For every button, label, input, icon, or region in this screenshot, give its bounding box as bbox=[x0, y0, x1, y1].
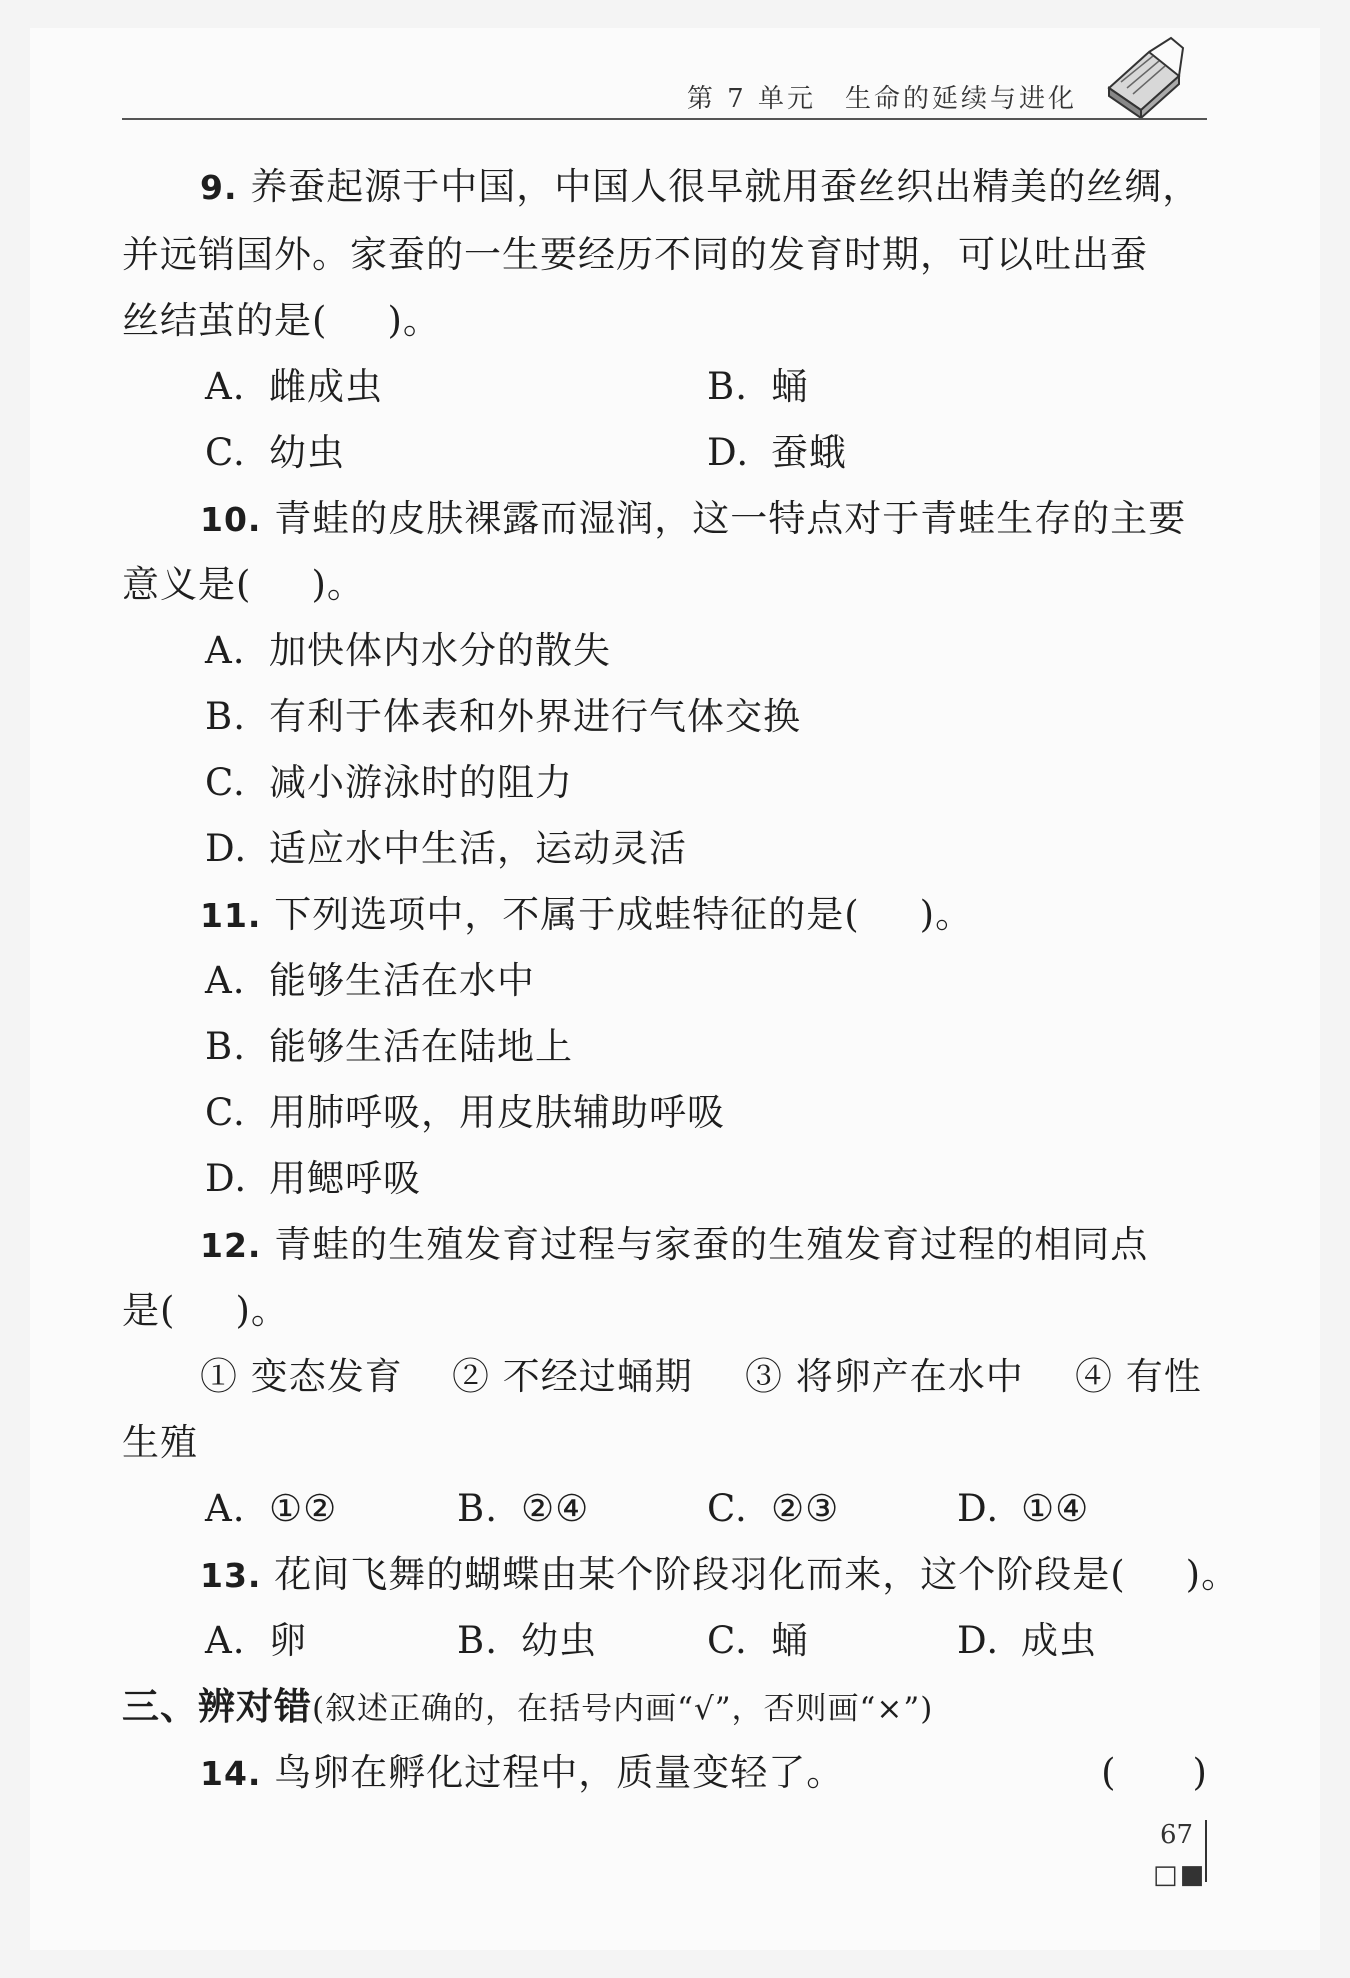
page-marks: □■ bbox=[1153, 1860, 1207, 1890]
option-text: 用鳃呼吸 bbox=[269, 1157, 421, 1200]
option-c bbox=[707, 1619, 809, 1662]
option-b bbox=[205, 695, 801, 738]
option-a bbox=[205, 1487, 338, 1530]
option-letter: B. bbox=[457, 1619, 498, 1662]
question-12-line-2 bbox=[122, 1289, 289, 1332]
option-letter: D. bbox=[957, 1619, 1000, 1662]
book-icon bbox=[1101, 36, 1187, 118]
option-letter: A. bbox=[205, 1619, 246, 1662]
option-d bbox=[957, 1619, 1097, 1662]
question-text: 下列选项中，不属于成蛙特征的是( bbox=[274, 893, 860, 936]
option-text: 能够生活在水中 bbox=[269, 959, 535, 1002]
section-title: 三、辨对错 bbox=[122, 1685, 312, 1728]
option-letter: C. bbox=[707, 1487, 748, 1530]
option-b bbox=[707, 365, 809, 408]
option-letter: B. bbox=[457, 1487, 498, 1530]
option-text: 卵 bbox=[269, 1619, 307, 1662]
question-text: )。 bbox=[387, 299, 441, 342]
option-text: 蛹 bbox=[771, 1619, 809, 1662]
question-text: )。 bbox=[919, 893, 974, 936]
statement-item-4: ④ 有性 bbox=[1075, 1355, 1202, 1398]
option-text: 有利于体表和外界进行气体交换 bbox=[269, 695, 801, 738]
question-text: 青蛙的皮肤裸露而湿润，这一特点对于青蛙生存的主要 bbox=[274, 497, 1187, 540]
question-text: 丝结茧的是( bbox=[122, 299, 328, 342]
option-text: 雌成虫 bbox=[269, 365, 383, 408]
question-number: 9. bbox=[200, 168, 238, 207]
option-text: 减小游泳时的阻力 bbox=[269, 761, 573, 804]
option-d bbox=[205, 1157, 421, 1200]
question-10-line-1 bbox=[200, 497, 1187, 540]
option-a bbox=[205, 365, 383, 408]
option-c bbox=[205, 1091, 725, 1134]
option-letter: C. bbox=[205, 761, 246, 804]
option-a bbox=[205, 629, 611, 672]
option-letter: A. bbox=[205, 1487, 246, 1530]
option-text: ①② bbox=[269, 1487, 338, 1530]
option-letter: A. bbox=[205, 629, 246, 672]
option-letter: C. bbox=[205, 431, 246, 474]
question-text: )。 bbox=[1185, 1553, 1240, 1596]
section-note: (叙述正确的，在括号内画“√”，否则画“×”) bbox=[312, 1691, 934, 1727]
option-c bbox=[205, 431, 345, 474]
option-text: ②③ bbox=[771, 1487, 840, 1530]
question-10-line-2 bbox=[122, 563, 365, 606]
option-b bbox=[457, 1487, 590, 1530]
question-9-line-1 bbox=[200, 165, 1201, 208]
option-text: 加快体内水分的散失 bbox=[269, 629, 611, 672]
option-letter: B. bbox=[707, 365, 748, 408]
question-13-line-1 bbox=[200, 1553, 1240, 1596]
option-letter: D. bbox=[707, 431, 750, 474]
question-text: )。 bbox=[311, 563, 365, 606]
option-letter: B. bbox=[205, 1025, 246, 1068]
question-14 bbox=[200, 1751, 1208, 1794]
question-number: 11. bbox=[200, 896, 262, 935]
question-11-line-1 bbox=[200, 893, 974, 936]
option-d bbox=[707, 431, 847, 474]
option-text: ①④ bbox=[1021, 1487, 1090, 1530]
question-12-line-1 bbox=[200, 1223, 1149, 1266]
question-9-line-2: 并远销国外。家蚕的一生要经历不同的发育时期，可以吐出蚕 bbox=[122, 233, 1148, 276]
option-a bbox=[205, 1619, 307, 1662]
question-number: 10. bbox=[200, 500, 262, 539]
option-c bbox=[205, 761, 573, 804]
question-text: 青蛙的生殖发育过程与家蚕的生殖发育过程的相同点 bbox=[274, 1223, 1149, 1266]
answer-paren: ( ) bbox=[1101, 1751, 1208, 1794]
section-heading bbox=[122, 1685, 934, 1728]
option-letter: D. bbox=[957, 1487, 1000, 1530]
chapter-title: 第 7 单元 生命的延续与进化 bbox=[686, 84, 1077, 114]
question-text: )。 bbox=[235, 1289, 289, 1332]
question-text: 是( bbox=[122, 1289, 176, 1332]
question-text: 花间飞舞的蝴蝶由某个阶段羽化而来，这个阶段是( bbox=[274, 1553, 1126, 1596]
question-text: 鸟卵在孵化过程中，质量变轻了。 bbox=[274, 1751, 845, 1794]
option-letter: B. bbox=[205, 695, 246, 738]
option-d bbox=[205, 827, 687, 870]
statement-item-2: ② 不经过蛹期 bbox=[452, 1355, 693, 1398]
option-c bbox=[707, 1487, 840, 1530]
option-b bbox=[457, 1619, 597, 1662]
option-text: ②④ bbox=[521, 1487, 590, 1530]
page-header bbox=[122, 78, 1207, 120]
option-text: 幼虫 bbox=[269, 431, 345, 474]
option-text: 能够生活在陆地上 bbox=[269, 1025, 573, 1068]
question-text: 养蚕起源于中国，中国人很早就用蚕丝织出精美的丝绸， bbox=[250, 165, 1201, 208]
statement-item-4-cont: 生殖 bbox=[122, 1421, 198, 1464]
statement-item-3: ③ 将卵产在水中 bbox=[745, 1355, 1024, 1398]
statement-item-1: ① 变态发育 bbox=[200, 1355, 403, 1398]
option-text: 成虫 bbox=[1021, 1619, 1097, 1662]
option-a bbox=[205, 959, 535, 1002]
option-letter: C. bbox=[205, 1091, 246, 1134]
option-letter: A. bbox=[205, 365, 246, 408]
option-text: 幼虫 bbox=[521, 1619, 597, 1662]
option-text: 用肺呼吸，用皮肤辅助呼吸 bbox=[269, 1091, 725, 1134]
option-letter: D. bbox=[205, 1157, 248, 1200]
page-number: 67 bbox=[1160, 1820, 1194, 1850]
question-9-line-3 bbox=[122, 299, 441, 342]
question-number: 14. bbox=[200, 1754, 262, 1793]
question-text: 意义是( bbox=[122, 563, 252, 606]
option-text: 蚕蛾 bbox=[771, 431, 847, 474]
question-number: 13. bbox=[200, 1556, 262, 1595]
option-letter: C. bbox=[707, 1619, 748, 1662]
option-letter: D. bbox=[205, 827, 248, 870]
option-text: 蛹 bbox=[771, 365, 809, 408]
option-b bbox=[205, 1025, 573, 1068]
question-number: 12. bbox=[200, 1226, 262, 1265]
option-d bbox=[957, 1487, 1090, 1530]
option-text: 适应水中生活，运动灵活 bbox=[269, 827, 687, 870]
option-letter: A. bbox=[205, 959, 246, 1002]
